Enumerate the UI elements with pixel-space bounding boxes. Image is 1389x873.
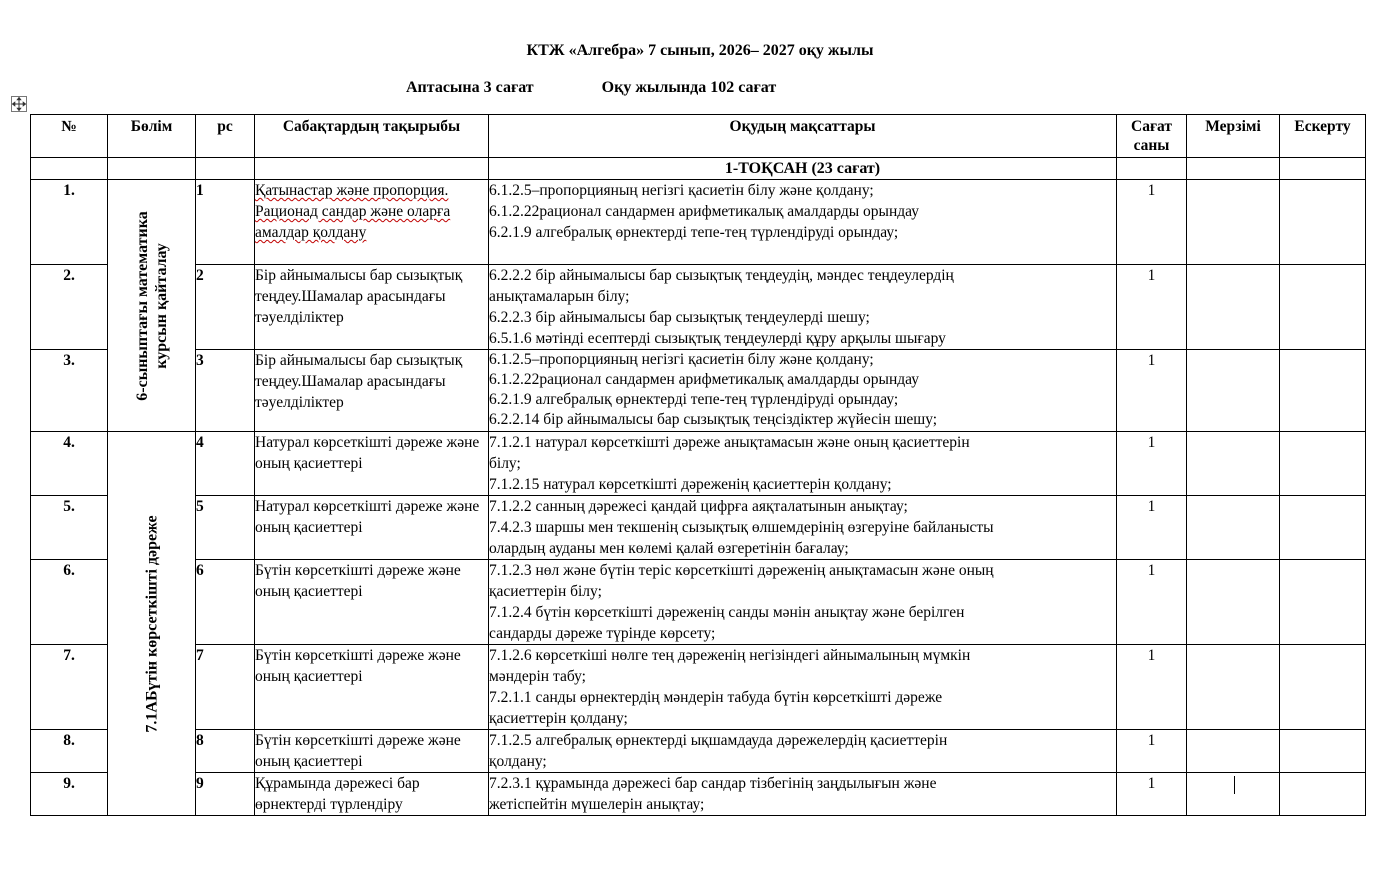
row-deadline [1187,350,1280,432]
section-cell [108,180,196,432]
row-topic: Бүтін көрсеткішті дәреже және оның қасиеттері [255,730,489,773]
row-note [1280,730,1366,773]
row-hours: 1 [1117,432,1187,496]
row-num: 4. [31,432,108,496]
row-topic: Құрамында дәрежесі бар өрнектерді түрлендіру [255,773,489,816]
row-deadline [1187,496,1280,560]
row-rs: 5 [196,496,255,560]
document-title: КТЖ «Алгебра» 7 сынып, 2026– 2027 оқу жылы [526,42,874,59]
row-rs: 6 [196,560,255,645]
header-hours-line1: Сағат [1131,118,1172,135]
header-rs: рс [196,115,255,158]
row-hours: 1 [1117,645,1187,730]
hours-subtitle [406,79,776,97]
row-topic: Бүтін көрсеткішті дәреже және оның қасиеттері [255,645,489,730]
row-num: 3. [31,350,108,432]
row-objectives: 7.1.2.5 алгебралық өрнектерді ықшамдауда дәрежелердің қасиеттерін қолдану; [489,730,1117,773]
row-note [1280,350,1366,432]
table-move-handle-icon[interactable] [11,96,27,112]
row-note [1280,432,1366,496]
yearly-hours: Оқу жылында 102 сағат [601,79,777,96]
row-num: 1. [31,180,108,265]
table-row [31,773,1366,816]
row-num: 5. [31,496,108,560]
row-deadline [1187,730,1280,773]
row-rs: 4 [196,432,255,496]
row-deadline [1187,560,1280,645]
text-cursor [1234,776,1235,794]
row-hours: 1 [1117,773,1187,816]
header-deadline: Мерзімі [1187,115,1280,158]
row-num: 9. [31,773,108,816]
row-topic: Натурал көрсеткішті дәреже және оның қасиеттері [255,496,489,560]
row-rs: 1 [196,180,255,265]
row-objectives: 7.1.2.2 санның дәрежесі қандай цифрға аяқталатынын анықтау; 7.4.2.3 шаршы мен текшенің сызықтық өлшемдерінің өзгеруіне байланысты олардың ауданы мен көлемі қалай өзгеретінін бағалау; [489,496,1117,560]
row-objectives: 6.1.2.5–пропорцияның негізгі қасиетін білу және қолдану; 6.1.2.22рационал сандармен арифметикалық амалдарды орындау 6.2.1.9 алгебралық өрнектерді тепе-тең түрлендіруді орындау; [489,180,1117,265]
row-rs: 8 [196,730,255,773]
header-topic: Сабақтардың тақырыбы [255,115,489,158]
row-topic: Бір айнымалысы бар сызықтық теңдеу.Шамалар арасындағы тәуелділіктер [255,265,489,350]
row-objectives: 7.2.3.1 құрамында дәрежесі бар сандар тізбегінің заңдылығын және жетіспейтін мүшелерін анықтау; [489,773,1117,816]
row-topic: Натурал көрсеткішті дәреже және оның қасиеттері [255,432,489,496]
row-deadline[interactable] [1187,773,1280,816]
row-deadline [1187,645,1280,730]
row-deadline [1187,432,1280,496]
header-note: Ескерту [1280,115,1366,158]
row-note [1280,645,1366,730]
section-cell [108,432,196,816]
table-row [31,265,1366,350]
table-row [31,180,1366,265]
row-rs: 2 [196,265,255,350]
table-row [31,645,1366,730]
curriculum-table [30,114,1366,816]
section-label: 7.1АБүтін көрсеткішті дәреже [143,514,160,733]
row-objectives: 7.1.2.6 көрсеткіші нөлге тең дәреженің негізіндегі айнымалының мүмкін мәндерін табу; 7.2.1.1 санды өрнектердің мәндерін табуда бүтін көрсеткішті дәреже қасиеттерін қолдану; [489,645,1117,730]
table-row [31,350,1366,432]
row-objectives: 6.1.2.5–пропорцияның негізгі қасиетін білу және қолдану; 6.1.2.22рационал сандармен арифметикалық амалдарды орындау 6.2.1.9 алгебралық өрнектерді тепе-тең түрлендіруді орындау; 6.2.2.14 бір айнымалысы бар сызықтық теңсіздіктер жүйесін шешу; [489,350,1117,432]
row-rs: 3 [196,350,255,432]
row-note [1280,265,1366,350]
row-num: 7. [31,645,108,730]
header-hours-line2: саны [1133,137,1170,154]
quarter-row [31,158,1366,180]
row-topic: Қатынастар және пропорция. Рационад сандар және оларға амалдар қолдану [255,180,489,265]
row-hours: 1 [1117,496,1187,560]
quarter-label: 1-ТОҚСАН (23 сағат) [489,158,1117,180]
row-hours: 1 [1117,730,1187,773]
row-objectives: 7.1.2.1 натурал көрсеткішті дәреже анықтамасын және оның қасиеттерін білу; 7.1.2.15 натурал көрсеткішті дәреженің қасиеттерін қолдану; [489,432,1117,496]
row-hours: 1 [1117,265,1187,350]
table-row [31,432,1366,496]
row-num: 6. [31,560,108,645]
row-rs: 9 [196,773,255,816]
row-deadline [1187,265,1280,350]
table-row [31,560,1366,645]
row-topic: Бір айнымалысы бар сызықтық теңдеу.Шамалар арасындағы тәуелділіктер [255,350,489,432]
row-objectives: 6.2.2.2 бір айнымалысы бар сызықтық теңдеудің, мәндес теңдеулердің анықтамаларын білу; 6.2.2.3 бір айнымалысы бар сызықтық теңдеулерді шешу; 6.5.1.6 мәтінді есептерді сызықтық теңдеулерді құру арқылы шығару [489,265,1117,350]
weekly-hours: Аптасына 3 сағат [406,79,534,96]
row-hours: 1 [1117,560,1187,645]
row-objectives: 7.1.2.3 нөл және бүтін теріс көрсеткішті дәреженің анықтамасын және оның қасиеттерін білу; 7.1.2.4 бүтін көрсеткішті дәреженің санды мәнін анықтау және берілген сандарды дәреже түрінде көрсету; [489,560,1117,645]
table-row [31,496,1366,560]
row-note [1280,496,1366,560]
row-topic: Бүтін көрсеткішті дәреже және оның қасиеттері [255,560,489,645]
header-section: Бөлім [108,115,196,158]
row-num: 2. [31,265,108,350]
section-label: 6-сыныптағы математика курсын қайталау [133,210,170,401]
row-note [1280,773,1366,816]
header-num: № [31,115,108,158]
table-row [31,730,1366,773]
row-deadline [1187,180,1280,265]
row-hours: 1 [1117,180,1187,265]
header-objectives: Оқудың мақсаттары [489,115,1117,158]
row-hours: 1 [1117,350,1187,432]
row-num: 8. [31,730,108,773]
row-note [1280,560,1366,645]
row-note [1280,180,1366,265]
header-hours [1117,115,1187,158]
header-row [31,115,1366,158]
row-rs: 7 [196,645,255,730]
